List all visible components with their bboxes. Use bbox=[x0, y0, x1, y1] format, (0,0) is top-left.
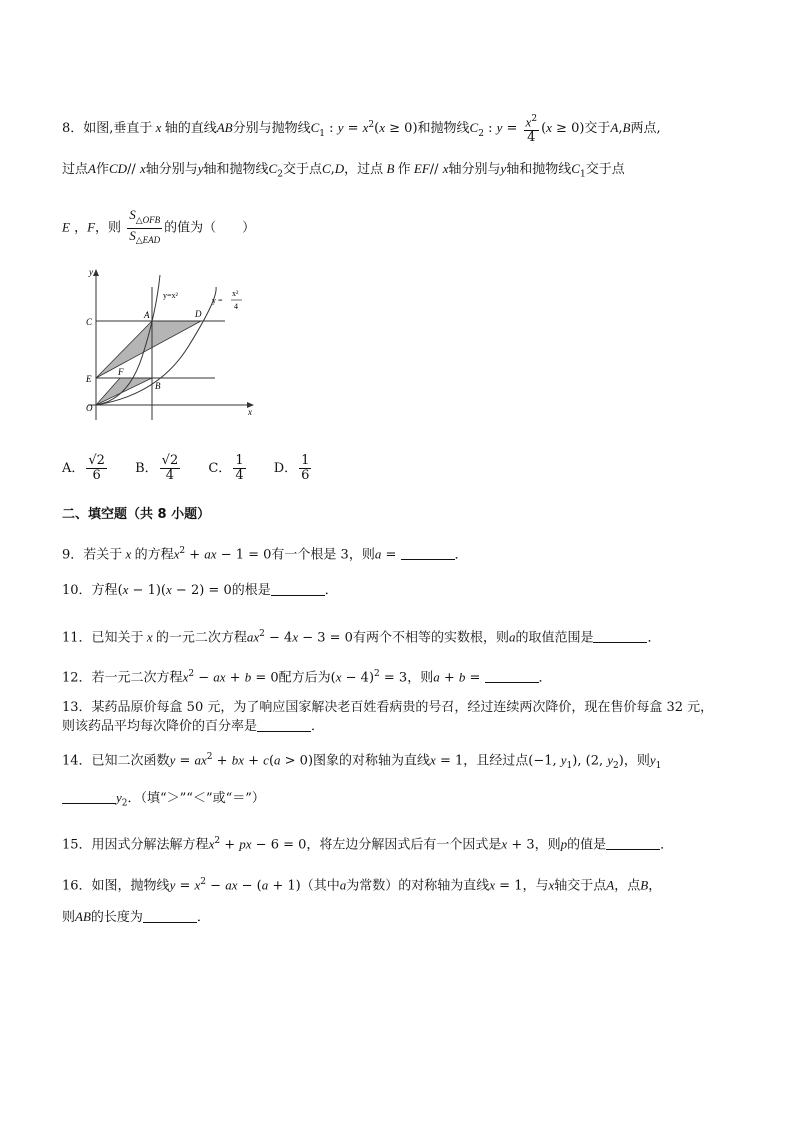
y-axis-arrow-icon bbox=[93, 269, 99, 276]
triangle-ead-shaded bbox=[96, 321, 201, 378]
label-point-e: E bbox=[86, 374, 92, 384]
label-point-a: A bbox=[144, 310, 150, 320]
q12: 12．若一元二次方程$x^2$ − ax + b = 0配方后为$(x - 4)^2 = 3$，则a + b = ． bbox=[62, 669, 552, 686]
q14-line1: 14．已知二次函数$y = ax^2$ + bx + c(a > 0)图象的对称轴为直线x = 1，且经过点(−1, $y_1$), (2, $y_2$)，则$y_1$ bbox=[62, 752, 662, 771]
q14-line2: $y_2$．（填“＞”“＜”或“＝”） bbox=[62, 789, 265, 813]
q8-options bbox=[62, 454, 335, 483]
q8-ratio-fraction: $\frac{S_{\triangle OFB}}{S_{\triangle EAD}}$ bbox=[129, 207, 161, 247]
label-curve-c2-den: 4 bbox=[234, 302, 238, 311]
q13-line2: 则该药品平均每次降价的百分率是 ． bbox=[62, 719, 325, 734]
label-curve-c1: y=x² bbox=[163, 291, 178, 300]
q8-fraction: $\frac{x^2}{4}$ bbox=[525, 114, 538, 146]
triangle-ofb-shaded bbox=[96, 378, 152, 405]
q11-answer-blank[interactable] bbox=[593, 630, 647, 643]
label-x-axis: x bbox=[248, 407, 252, 417]
q8-line3: E ，F，则 $\frac{S_{\triangle OFB}}{S_{\triangle EAD}}$ 的值为（ ） bbox=[62, 207, 256, 247]
label-curve-c2-num: x² bbox=[232, 289, 239, 298]
label-y-axis: y bbox=[89, 267, 93, 277]
option-d[interactable]: D． $\frac{1}{6}$ bbox=[273, 453, 310, 483]
q16-line2: 则AB的长度为 ． bbox=[62, 909, 210, 925]
q10: 10．方程(x − 1)(x − 2) = 0的根是 ． bbox=[62, 582, 338, 598]
option-b[interactable]: B． $\frac{√2}{4}$ bbox=[135, 453, 179, 483]
q15-answer-blank[interactable] bbox=[606, 837, 660, 850]
label-point-b: B bbox=[155, 381, 161, 391]
label-point-d: D bbox=[195, 309, 202, 319]
q13-answer-blank[interactable] bbox=[257, 719, 311, 732]
q16-line1: 16．如图，抛物线$y = x^2$ − ax − (a + 1)（其中a为常数）的对称轴为直线x = 1，与x轴交于点A，点B， bbox=[62, 877, 662, 894]
section-title-fill-in: 二、填空题（共 8 小题） bbox=[62, 507, 211, 522]
q14-answer-blank[interactable] bbox=[62, 791, 116, 804]
q13-line1: 13．某药品原价每盒 50 元，为了响应国家解决老百姓看病贵的号召，经过连续两次降价，现在售价每盒 32 元， bbox=[62, 700, 714, 715]
q10-answer-blank[interactable] bbox=[271, 583, 325, 596]
option-c[interactable]: C． $\frac{1}{4}$ bbox=[208, 453, 244, 483]
q12-answer-blank[interactable] bbox=[485, 670, 539, 683]
q9-answer-blank[interactable] bbox=[401, 547, 455, 560]
label-point-o: O bbox=[86, 403, 93, 413]
q16-answer-blank[interactable] bbox=[143, 910, 197, 923]
label-curve-c2-lhs: y = bbox=[212, 296, 223, 305]
q15: 15．用因式分解法解方程$x^2$ + px − 6 = 0，将左边分解因式后有一个因式是x + 3，则p的值是 ． bbox=[62, 836, 674, 853]
label-point-c: C bbox=[86, 317, 93, 327]
option-a[interactable]: A． $\frac{√2}{6}$ bbox=[62, 453, 105, 483]
q11: 11．已知关于 x 的一元二次方程$ax^2 - 4x - 3 = 0$有两个不相等的实数根，则a的取值范围是 ． bbox=[62, 629, 661, 646]
q8-line2: 过点A作CD// x轴分别与y轴和抛物线$C_2$交于点C,D，过点 B 作 EF// x轴分别与y轴和抛物线$C_1$交于点 bbox=[62, 161, 625, 180]
q9: 9．若关于 x 的方程$x^2$ + ax − 1 = 0有一个根是 3，则a = ． bbox=[62, 546, 468, 563]
label-point-f: F bbox=[118, 367, 124, 377]
q8-line1: 8．如图,垂直于 x 轴的直线AB分别与抛物线$C_1$ : $y = x^2(x \ge 0)$和抛物线$C_2$ : y = $\frac{x^2}{4}$ (x ≥ 0)交于A,B两点, bbox=[62, 114, 661, 146]
q8-figure bbox=[88, 265, 268, 425]
